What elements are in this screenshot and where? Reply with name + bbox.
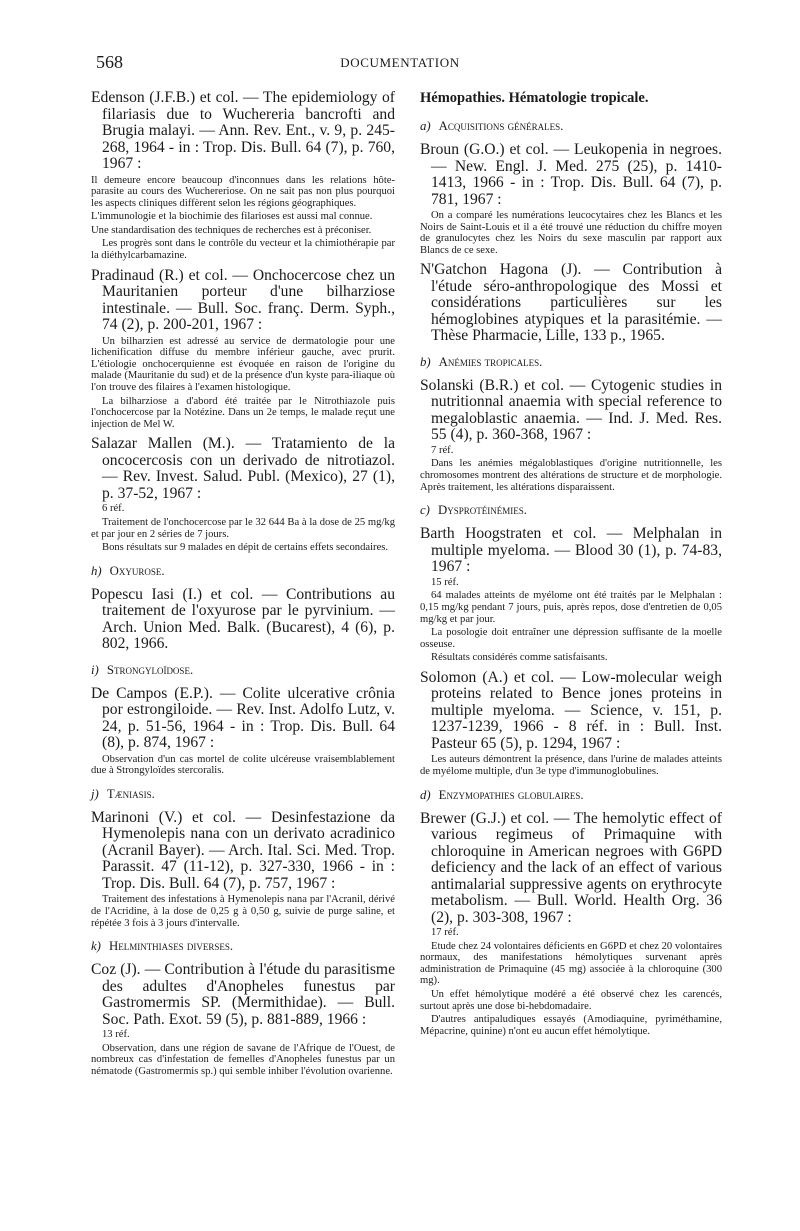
abstract: Les progrès sont dans le contrôle du vecteur et la chimiothérapie par la diéthylcarbamazine.	[91, 238, 395, 262]
section-heading-a	[420, 119, 722, 134]
entry-solanski	[420, 378, 722, 493]
entry-salazar-mallen	[91, 436, 395, 553]
section-heading-h	[91, 564, 395, 579]
section-letter: j)	[91, 786, 99, 801]
section-letter: c)	[420, 503, 430, 518]
reference-count: 17 réf.	[431, 927, 459, 939]
abstract: Dans les anémies mégaloblastiques d'origine nutritionnelle, les chromosomes montrent des altérations de structure et de morphologie. Après traitement, les altérations disparaissent.	[420, 458, 722, 493]
abstract: Traitement de l'onchocercose par le 32 644 Ba à la dose de 25 mg/kg et par jour en 2 séries de 7 jours.	[91, 517, 395, 540]
abstract: Les auteurs démontrent la présence, dans l'urine de malades atteints de myélome multiple, d'un 3e type d'immunoglobulines.	[420, 754, 722, 777]
abstract: Une standardisation des techniques de recherches est à préconiser.	[91, 224, 372, 236]
section-label: Oxyurose.	[109, 563, 165, 578]
section-heading-j	[91, 787, 395, 802]
abstract: On a comparé les numérations leucocytaires chez les Blancs et les Noirs de Saint-Louis et il a été trouvé une réduction du chiffre moyen de granulocytes chez les Noirs du sexe masculin par rapport aux Blancs de ce sexe.	[420, 210, 722, 256]
page-header	[0, 52, 800, 74]
reference-count: 6 réf.	[102, 503, 125, 515]
abstract: Un effet hémolytique modéré a été observé chez les carencés, surtout après une dose bi-hebdomadaire.	[420, 989, 722, 1012]
entry-broun	[420, 142, 722, 256]
running-head: DOCUMENTATION	[340, 55, 460, 70]
reference-count: 13 réf.	[102, 1029, 130, 1041]
entry-barth-hoogstraten	[420, 526, 722, 664]
abstract: Résultats considérés comme satisfaisants.	[431, 652, 608, 664]
citation: Solanski (B.R.) et col. — Cytogenic studies in nutritionnal anaemia with special reference to megaloblastic anaemia. — Ind. J. Med. Res. 55 (4), p. 360-368, 1967 :	[420, 376, 722, 444]
section-label: Strongyloïdose.	[106, 662, 194, 677]
section-letter: d)	[420, 787, 431, 802]
entry-de-campos	[91, 686, 395, 777]
citation: N'Gatchon Hagona (J). — Contribution à l'étude séro-anthropologique des Mossi et considérations particulières sur les hémoglobines atypiques et la parasitémie. — Thèse Pharmacie, Lille, 133 p., 1965.	[420, 261, 722, 345]
section-label: Helminthiases diverses.	[108, 939, 234, 954]
abstract: D'autres antipaludiques essayés (Amodiaquine, pyriméthamine, Mépacrine, quinine) n'ont eu aucun effet hémolytique.	[420, 1014, 722, 1037]
citation: Broun (G.O.) et col. — Leukopenia in negroes. — New. Engl. J. Med. 275 (25), p. 1410-1413, 1966 - in : Trop. Dis. Bull. 64 (7), p. 781, 1967 :	[420, 141, 722, 208]
abstract: Traitement des infestations à Hymenolepis nana par l'Acranil, dérivé de l'Acridine, à la dose de 0,25 g à 0,50 g, suivie de purge saline, et répétée 3 fois à 3 jours d'intervalle.	[91, 894, 395, 929]
section-label: Acquisitions générales.	[438, 119, 564, 133]
abstract: La bilharziose a d'abord été traitée par le Nitrothiazole puis l'onchocercose par la Notézine. Dans un 2e temps, le malade reçut une injection de Mel W.	[91, 395, 395, 430]
entry-brewer	[420, 811, 722, 1038]
abstract: Il demeure encore beaucoup d'inconnues dans les relations hôte-parasite au cours des Wuchereriose. On ne sait pas non plus pourquoi les aspects cliniques diffèrent selon les régions géographiques.	[91, 174, 395, 209]
abstract: 64 malades atteints de myélome ont été traités par le Melphalan : 0,15 mg/kg pendant 7 jours, puis, après repos, dose d'entretien de 0,05 mg/kg et par jour.	[420, 590, 722, 625]
section-label: Enzymopathies globulaires.	[438, 787, 584, 802]
abstract: Un bilharzien est adressé au service de dermatologie pour une lichenification diffuse du membre inférieur gauche, avec prurit. L'étiologie onchocerquienne est évoquée en raison de l'origine du malade (Mauritanie du sud) et de la présence d'un kyste para-iliaque où l'on trouve des filaires à l'examen histologique.	[91, 335, 395, 394]
section-heading-d	[420, 788, 722, 803]
reference-count: 7 réf.	[431, 444, 454, 456]
reference-count: 15 réf.	[431, 576, 459, 588]
section-heading-k	[91, 939, 395, 954]
citation: Brewer (G.J.) et col. — The hemolytic effect of various regimeus of Primaquine with chloroquine in American negroes with G6PD deficiency and the lack of an effect of various antimalarial suppressive agents on erythrocyte metabolism. — Bull. World. Health Org. 36 (2), p. 303-308, 1967 :	[420, 809, 722, 926]
citation: Coz (J). — Contribution à l'étude du parasitisme des adultes d'Anopheles funestus par Gastromermis SP. (Mermithidae). — Bull. Soc. Path. Exot. 59 (5), p. 881-889, 1966 :	[91, 961, 395, 1028]
section-letter: k)	[91, 939, 101, 954]
section-heading-b	[420, 355, 722, 370]
citation: Marinoni (V.) et col. — Desinfestazione da Hymenolepis nana con un derivato acradinico (Acranil Bayer). — Arch. Ital. Sci. Med. Trop. Parassit. 47 (11-12), p. 327-330, 1966 - in : Trop. Dis. Bull. 64 (7), p. 757, 1967 :	[91, 808, 395, 892]
section-heading-c	[420, 503, 722, 518]
citation: Edenson (J.F.B.) et col. — The epidemiology of filariasis due to Wuchereria bancrofti and Brugia malayi. — Ann. Rev. Ent., v. 9, p. 245-268, 1964 - in : Trop. Dis. Bull. 64 (7), p. 760, 1967 :	[91, 89, 395, 172]
citation: De Campos (E.P.). — Colite ulcerative crônia por estrongiloide. — Rev. Inst. Adolfo Lutz, v. 24, p. 51-56, 1964 - in : Trop. Dis. Bull. 64 (8), p. 874, 1967 :	[91, 684, 395, 752]
entry-pradinaud	[91, 268, 395, 431]
left-column	[91, 90, 395, 1084]
abstract: L'immunologie et la biochimie des filarioses est aussi mal connue.	[91, 211, 373, 223]
main-heading: Hémopathies. Hématologie tropicale.	[420, 90, 649, 106]
abstract: Observation, dans une région de savane de l'Afrique de l'Ouest, de nombreux cas d'infestation de femelles d'Anopheles funestus par un nématode (Gastromermis sp.) qui semble inhiber l'évolution ovarienne.	[91, 1042, 395, 1078]
entry-ngatchon-hagona	[420, 262, 722, 345]
section-label: Anémies tropicales.	[438, 354, 543, 369]
entry-marinoni	[91, 810, 395, 929]
abstract: La posologie doit entraîner une dépression suffisante de la moelle osseuse.	[420, 627, 722, 650]
section-letter: a)	[420, 119, 431, 133]
entry-coz	[91, 962, 395, 1077]
citation: Popescu Iasi (I.) et col. — Contributions au traitement de l'oxyurose par le pyrvinium. — Arch. Union Med. Balk. (Bucarest), 4 (6), p. 802, 1966.	[91, 585, 395, 653]
citation: Solomon (A.) et col. — Low-molecular weigh proteins related to Bence jones proteins in multiple myeloma. — Science, v. 151, p. 1237-1239, 1966 - 8 réf. in : Bull. Inst. Pasteur 65 (5), p. 1294, 1967 :	[420, 668, 722, 752]
entry-edenson	[91, 90, 395, 262]
entry-solomon	[420, 670, 722, 778]
citation: Salazar Mallen (M.). — Tratamiento de la oncocercosis con un derivado de nitrotiazol. — Rev. Invest. Salud. Publ. (Mexico), 27 (1), p. 37-52, 1967 :	[91, 435, 395, 502]
section-heading-i	[91, 663, 395, 678]
abstract: Bons résultats sur 9 malades en dépit de certains effets secondaires.	[102, 542, 389, 554]
entry-popescu-iasi	[91, 587, 395, 653]
section-letter: h)	[91, 563, 102, 578]
right-column	[420, 90, 722, 1043]
abstract: Etude chez 24 volontaires déficients en G6PD et chez 20 volontaires normaux, des manifestations hémolytiques survenant après administration de Primaquine (45 mg) associée à la chloroquine (300 mg).	[420, 940, 722, 987]
section-letter: i)	[91, 662, 99, 677]
page-number: 568	[96, 52, 123, 72]
abstract: Observation d'un cas mortel de colite ulcéreuse vraisemblablement due à Strongyloïdes stercoralis.	[91, 753, 395, 777]
section-letter: b)	[420, 354, 431, 369]
section-label: Dysprotéinémies.	[437, 503, 527, 518]
citation: Barth Hoogstraten et col. — Melphalan in multiple myeloma. — Blood 30 (1), p. 74-83, 1967 :	[420, 525, 722, 576]
section-label: Tæniasis.	[106, 786, 155, 801]
citation: Pradinaud (R.) et col. — Onchocercose chez un Mauritanien porteur d'une bilharziose intestinale. — Bull. Soc. franç. Derm. Syph., 74 (2), p. 200-201, 1967 :	[91, 266, 395, 334]
